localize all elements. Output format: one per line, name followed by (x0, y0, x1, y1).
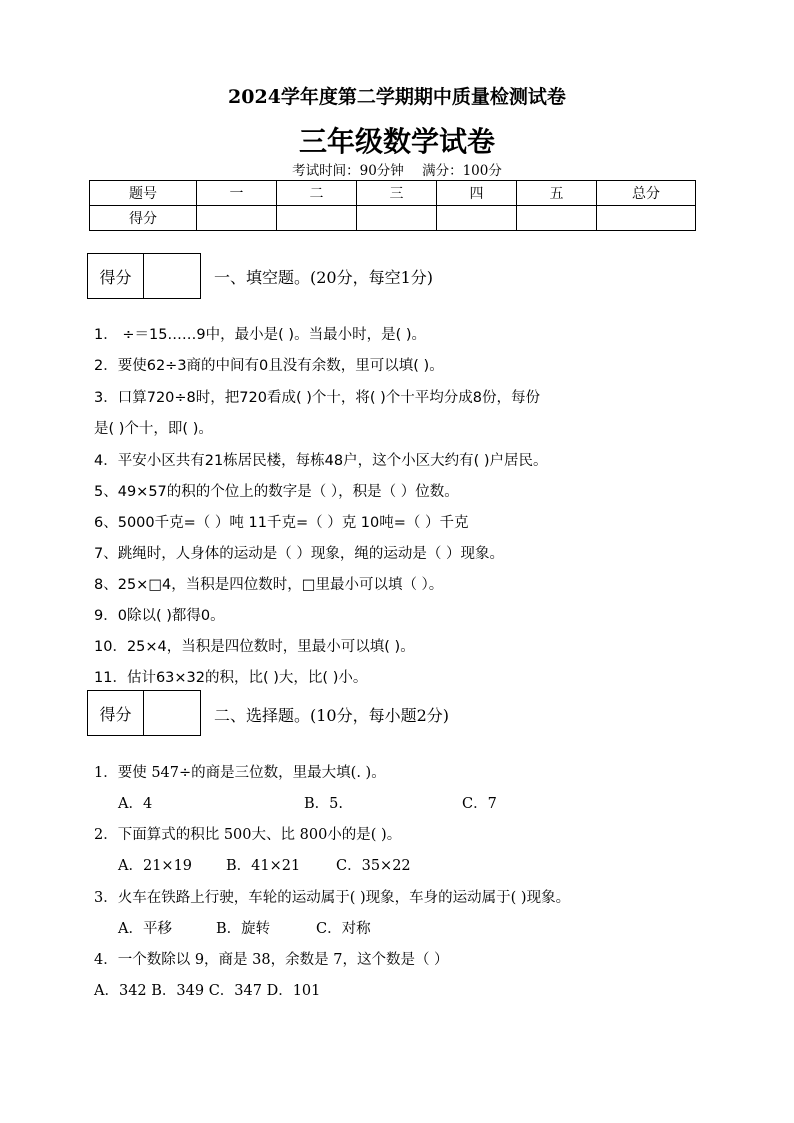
choice-option: B．5. (304, 796, 343, 812)
fill-question: 3．口算720÷8时，把720看成( )个十，将( )个十平均分成8份，每份 (94, 390, 541, 406)
fill-question: 9．0除以( )都得0。 (94, 608, 225, 624)
score-table-cell: 四 (437, 181, 517, 206)
exam-title: 2024学年度第二学期期中质量检测试卷 (228, 86, 566, 108)
choice-question: 4．一个数除以 9，商是 38，余数是 7，这个数是（ ） (94, 952, 449, 968)
exam-time: 考试时间：90分钟 (292, 163, 404, 179)
choice-option: C．7 (462, 796, 497, 812)
score-box-label: 得分 (88, 254, 144, 298)
choice-option: A．平移 (118, 921, 172, 937)
exam-subtitle: 三年级数学试卷 (298, 125, 495, 158)
score-table-blank-cell[interactable] (357, 206, 437, 231)
score-table-blank-cell[interactable] (597, 206, 696, 231)
fill-question: 7、跳绳时，人身体的运动是（ ）现象，绳的运动是（ ）现象。 (94, 546, 504, 562)
score-box-label: 得分 (88, 691, 144, 735)
fill-question: 2．要使62÷3商的中间有0且没有余数，里可以填( )。 (94, 358, 444, 374)
score-table-cell: 五 (517, 181, 597, 206)
section1-score-box (87, 253, 201, 299)
fill-question: 1． ÷＝15……9中，最小是( )。当最小时，是( )。 (94, 327, 427, 343)
fill-question: 8、25×□4，当积是四位数时，□里最小可以填（ ）。 (94, 577, 444, 593)
fill-question: 是( )个十，即( )。 (94, 421, 213, 437)
choice-question: 2．下面算式的积比 500大、比 800小的是( )。 (94, 827, 402, 843)
score-table-score-row (90, 206, 696, 231)
section1-title: 一、填空题。(20分，每空1分) (214, 268, 434, 287)
choice-option: A．4 (118, 796, 153, 812)
score-table-blank-cell[interactable] (517, 206, 597, 231)
exam-full-score: 满分：100分 (422, 163, 502, 179)
score-table-cell: 总分 (597, 181, 696, 206)
fill-question: 5、49×57的积的个位上的数字是（ ），积是（ ）位数。 (94, 484, 459, 500)
score-table-cell: 三 (357, 181, 437, 206)
score-table-blank-cell[interactable] (197, 206, 277, 231)
score-table-blank-cell[interactable] (277, 206, 357, 231)
score-table-cell: 得分 (90, 206, 197, 231)
score-table-cell: 二 (277, 181, 357, 206)
score-box-blank[interactable] (144, 691, 200, 735)
fill-question: 10．25×4，当积是四位数时，里最小可以填( )。 (94, 639, 415, 655)
score-table-blank-cell[interactable] (437, 206, 517, 231)
section2-score-box (87, 690, 201, 736)
choice-option: C．对称 (316, 921, 371, 937)
choice-option: A．21×19 (118, 858, 193, 874)
score-table (89, 180, 696, 231)
score-box-blank[interactable] (144, 254, 200, 298)
score-table-cell: 题号 (90, 181, 197, 206)
section2-title: 二、选择题。(10分，每小题2分) (214, 706, 450, 725)
choice-question: 3．火车在铁路上行驶，车轮的运动属于( )现象，车身的运动属于( )现象。 (94, 890, 571, 906)
fill-question: 6、5000千克=（ ）吨 11千克=（ ）克 10吨=（ ）千克 (94, 515, 469, 531)
choice-options-line: A．342 B．349 C．347 D．101 (94, 983, 321, 999)
score-table-cell: 一 (197, 181, 277, 206)
choice-option: B．41×21 (226, 858, 301, 874)
fill-question: 11．估计63×32的积，比( )大，比( )小。 (94, 670, 368, 686)
choice-question: 1．要使 547÷的商是三位数，里最大填(. )。 (94, 765, 386, 781)
choice-option: B．旋转 (216, 921, 271, 937)
score-table-header-row (90, 181, 696, 206)
fill-question: 4．平安小区共有21栋居民楼，每栋48户，这个小区大约有( )户居民。 (94, 453, 548, 469)
exam-meta (0, 159, 794, 179)
choice-option: C．35×22 (336, 858, 411, 874)
